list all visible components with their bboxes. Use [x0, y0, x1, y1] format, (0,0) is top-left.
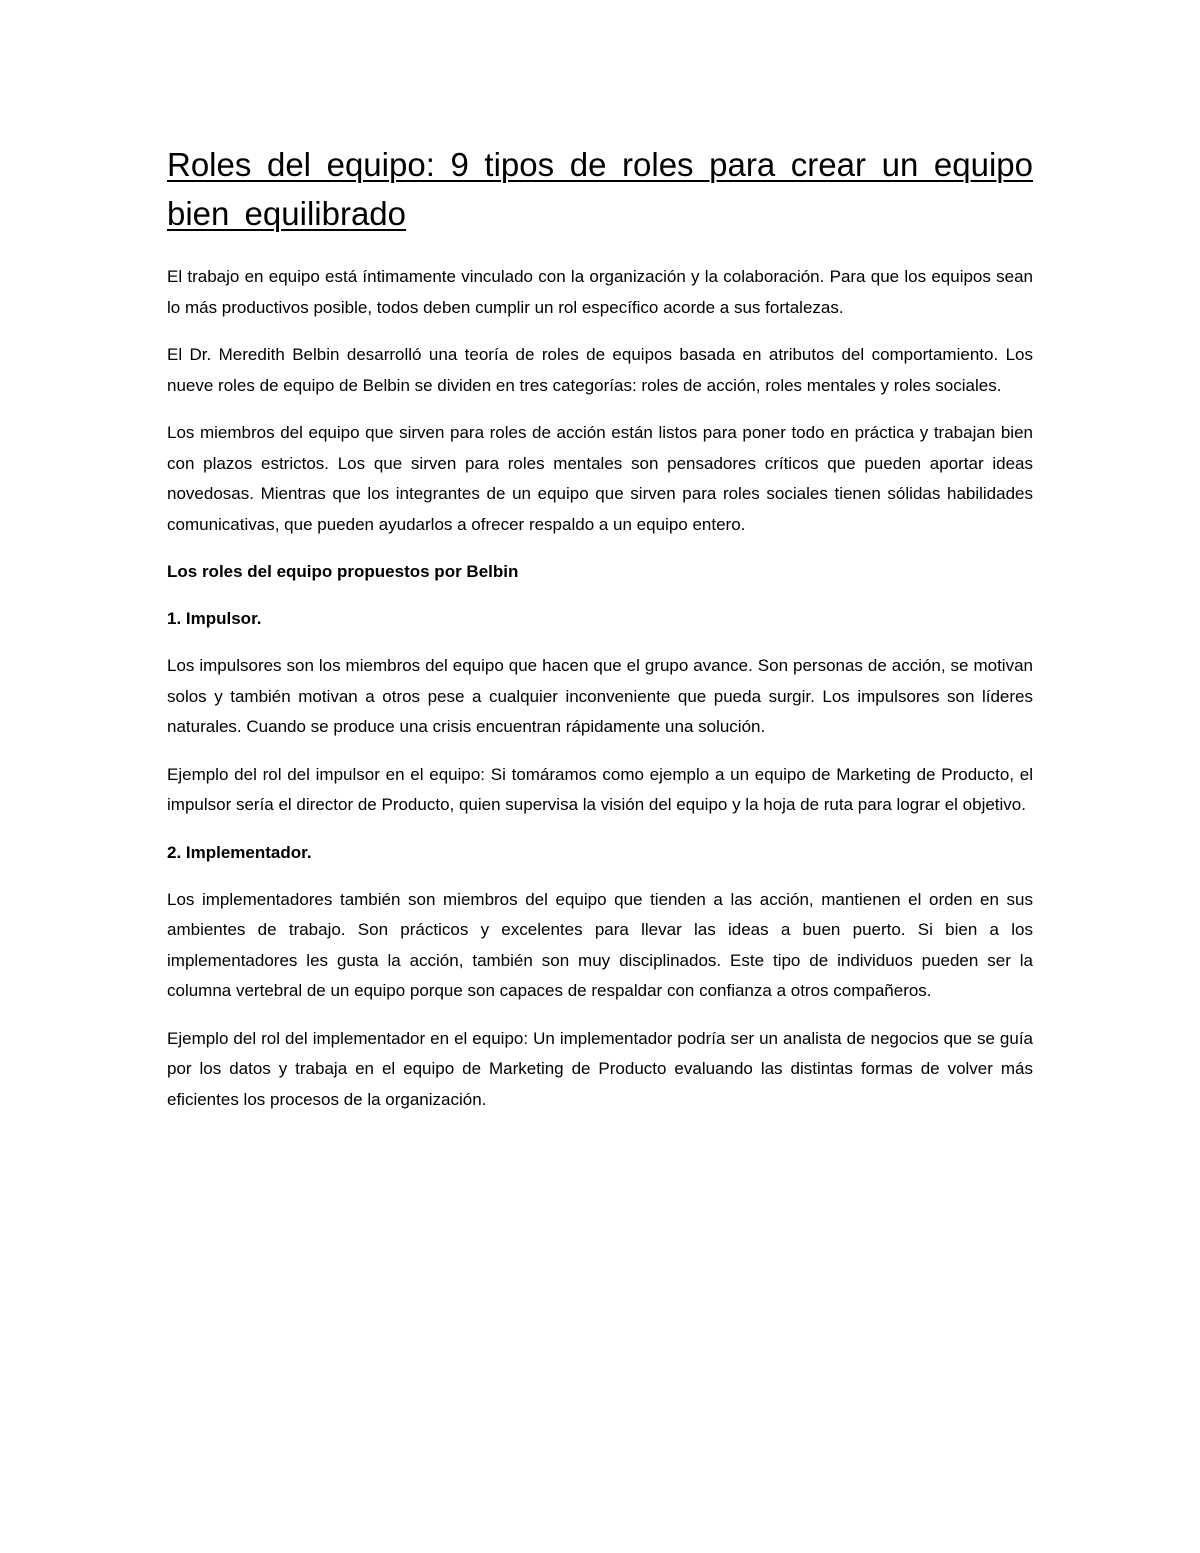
role-description-implementador: Los implementadores también son miembros del equipo que tienden a las acción, mantienen el orden en sus ambientes de trabajo. Son prácticos y excelentes para llevar las ideas a buen puerto. Si bien a los implementadores les gusta la acción, también son muy disciplinados. Este tipo de individuos pueden ser la columna vertebral de un equipo porque son capaces de respaldar con confianza a otros compañeros. [167, 889, 1033, 1000]
intro-paragraph-2: El Dr. Meredith Belbin desarrolló una teoría de roles de equipos basada en atributos del comportamiento. Los nueve roles de equipo de Belbin se dividen en tres categorías: roles de acción, roles mentales y roles sociales. [167, 345, 1033, 395]
section-heading: Los roles del equipo propuestos por Belbin [167, 562, 519, 581]
document-title: Roles del equipo: 9 tipos de roles para crear un equipo bien equilibrado [167, 146, 1033, 232]
intro-paragraph-3: Los miembros del equipo que sirven para roles de acción están listos para poner todo en práctica y trabajan bien con plazos estrictos. Los que sirven para roles mentales son pensadores críticos que pueden aportar ideas novedosas. Mientras que los integrantes de un equipo que sirven para roles sociales tienen sólidas habilidades comunicativas, que pueden ayudarlos a ofrecer respaldo a un equipo entero. [167, 423, 1033, 534]
role-heading-impulsor: 1. Impulsor. [167, 609, 262, 628]
role-example-implementador: Ejemplo del rol del implementador en el equipo: Un implementador podría ser un analista de negocios que se guía por los datos y trabaja en el equipo de Marketing de Producto evaluando las distintas formas de volver más eficientes los procesos de la organización. [167, 1028, 1033, 1109]
role-heading-implementador: 2. Implementador. [167, 842, 312, 862]
intro-paragraph-1: El trabajo en equipo está íntimamente vinculado con la organización y la colaboración. Para que los equipos sean lo más productivos posible, todos deben cumplir un rol específico acorde a sus fortalezas. [167, 267, 1033, 317]
document-page [167, 140, 1033, 1132]
role-description-impulsor: Los impulsores son los miembros del equipo que hacen que el grupo avance. Son personas de acción, se motivan solos y también motivan a otros pese a cualquier inconveniente que pueda surgir. Los impulsores son líderes naturales. Cuando se produce una crisis encuentran rápidamente una solución. [167, 656, 1033, 736]
role-example-impulsor: Ejemplo del rol del impulsor en el equipo: Si tomáramos como ejemplo a un equipo de Marketing de Producto, el impulsor sería el director de Producto, quien supervisa la visión del equipo y la hoja de ruta para lograr el objetivo. [167, 764, 1033, 814]
